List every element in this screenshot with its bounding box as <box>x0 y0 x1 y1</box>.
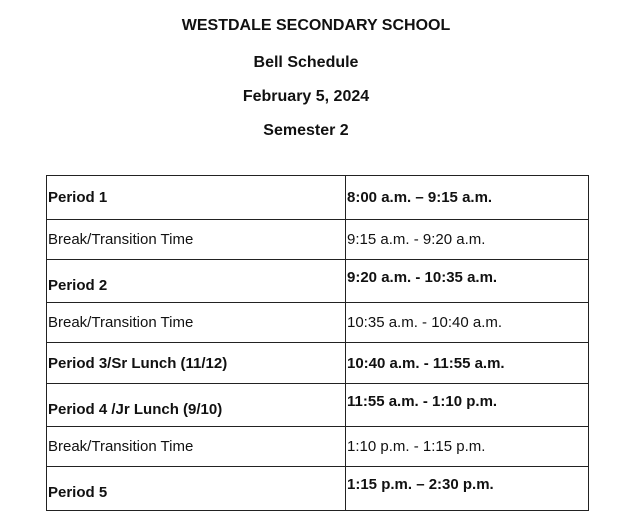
period-name: Break/Transition Time <box>47 220 346 260</box>
period-time: 9:20 a.m. - 10:35 a.m. <box>346 260 589 303</box>
period-name: Break/Transition Time <box>47 427 346 467</box>
period-name: Break/Transition Time <box>47 303 346 343</box>
table-row <box>47 220 589 260</box>
table-row <box>47 467 589 511</box>
period-time: 1:10 p.m. - 1:15 p.m. <box>346 427 589 467</box>
school-name: WESTDALE SECONDARY SCHOOL <box>181 17 451 34</box>
table-row <box>47 176 589 220</box>
period-time: 10:35 a.m. - 10:40 a.m. <box>346 303 589 343</box>
period-name: Period 2 <box>47 260 346 303</box>
period-time: 8:00 a.m. – 9:15 a.m. <box>346 176 589 220</box>
period-time: 1:15 p.m. – 2:30 p.m. <box>346 467 589 511</box>
table-row <box>47 427 589 467</box>
semester-label: Semester 2 <box>263 122 349 139</box>
bell-schedule-table <box>46 175 589 511</box>
schedule-date: February 5, 2024 <box>242 88 370 105</box>
document-title: Bell Schedule <box>253 54 359 71</box>
table-row <box>47 343 589 384</box>
period-time: 10:40 a.m. - 11:55 a.m. <box>346 343 589 384</box>
period-time: 11:55 a.m. - 1:10 p.m. <box>346 384 589 427</box>
period-name: Period 1 <box>47 176 346 220</box>
period-name: Period 4 /Jr Lunch (9/10) <box>47 384 346 427</box>
table-row <box>47 303 589 343</box>
period-time: 9:15 a.m. - 9:20 a.m. <box>346 220 589 260</box>
table-row <box>47 260 589 303</box>
period-name: Period 5 <box>47 467 346 511</box>
table-row <box>47 384 589 427</box>
period-name: Period 3/Sr Lunch (11/12) <box>47 343 346 384</box>
